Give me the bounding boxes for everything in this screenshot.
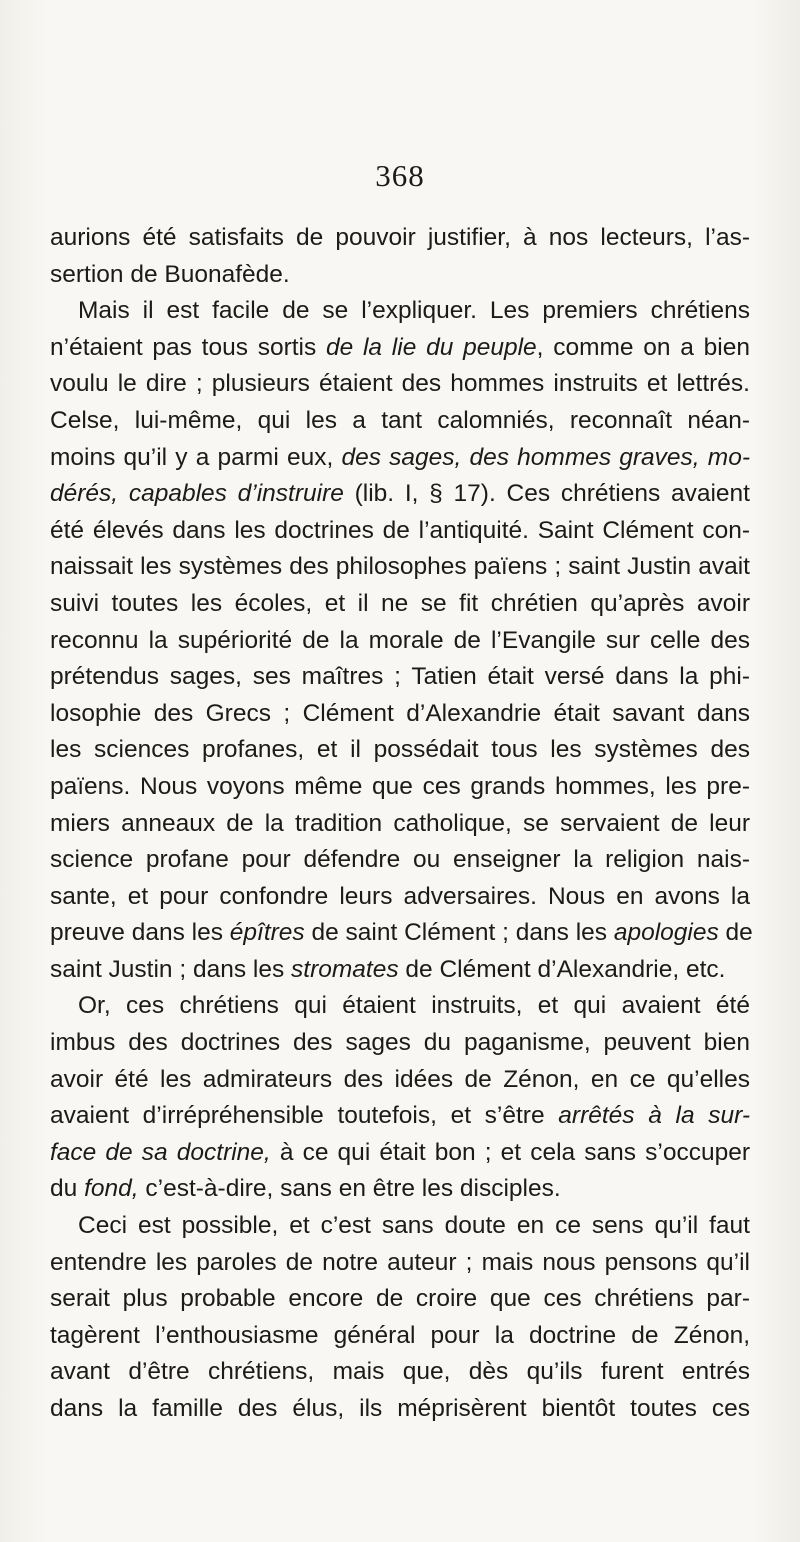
text-line: Or, ces chrétiens qui étaient instruits, et qui avaient été [78, 992, 750, 1020]
text-line: Ceci est possible, et c’est sans doute en ce sens qu’il faut [78, 1212, 750, 1240]
text-segment: à ce qui était bon ; et cela sans s’occuper [270, 1138, 750, 1166]
text-line [50, 440, 750, 477]
text-line: dans la famille des élus, ils méprisèrent bientôt toutes ces [50, 1395, 750, 1422]
text-line [50, 476, 750, 513]
text-line [50, 1171, 750, 1208]
text-segment: n’étaient pas tous sortis [50, 333, 326, 361]
text-line: Mais il est facile de se l’expliquer. Les premiers chrétiens [78, 297, 750, 325]
text-line: serait plus probable encore de croire que ces chrétiens par- [50, 1285, 750, 1313]
text-segment: avaient d’irrépréhensible toutefois, et s’être [50, 1102, 559, 1130]
text-line: losophie des Grecs ; Clément d’Alexandrie était savant dans [50, 699, 750, 727]
italic-text: de la lie du peuple [325, 333, 537, 361]
italic-text: épîtres [229, 919, 305, 947]
italic-text: fond, [84, 1175, 139, 1203]
text-segment: de saint Clément ; dans les [304, 919, 614, 947]
text-line: Celse, lui-même, qui les a tant calomniés, reconnaît néan- [50, 406, 750, 434]
text-line: voulu le dire ; plusieurs étaient des hommes instruits et lettrés. [50, 370, 750, 398]
italic-text: dérés, capables d’instruire [50, 480, 344, 508]
text-segment: preuve dans les [50, 919, 230, 947]
italic-text: face de sa doctrine, [50, 1138, 271, 1166]
text-line: aurions été satisfaits de pouvoir justifier, à nos lecteurs, l’as- [50, 224, 750, 251]
italic-text: stromates [291, 955, 399, 983]
text-line [50, 915, 753, 952]
text-line: sertion de Buonafède. [50, 260, 290, 288]
text-segment: saint Justin ; dans les [50, 955, 292, 983]
text-line: été élevés dans les doctrines de l’antiquité. Saint Clément con- [50, 516, 750, 544]
text-line [50, 1098, 750, 1135]
text-line: tagèrent l’enthousiasme général pour la doctrine de Zénon, [50, 1321, 750, 1349]
italic-text: des sages, des hommes graves, mo- [341, 443, 750, 471]
text-line: entendre les paroles de notre auteur ; mais nous pensons qu’il [50, 1248, 750, 1276]
text-line: reconnu la supériorité de la morale de l’Evangile sur celle des [50, 626, 750, 654]
text-line: prétendus sages, ses maîtres ; Tatien était versé dans la phi- [50, 663, 750, 691]
text-line: avoir été les admirateurs des idées de Zénon, en ce qu’elles [50, 1065, 750, 1093]
text-segment: de [718, 919, 753, 947]
text-line [50, 1135, 750, 1172]
italic-text: apologies [613, 919, 719, 947]
text-line: avant d’être chrétiens, mais que, dès qu’ils furent entrés [50, 1358, 750, 1386]
text-line: miers anneaux de la tradition catholique, se servaient de leur [50, 809, 750, 837]
text-line: les sciences profanes, et il possédait tous les systèmes des [50, 736, 750, 764]
page-number: 368 [375, 158, 425, 193]
text-segment: c’est-à-dire, sans en être les disciples. [138, 1175, 561, 1203]
italic-text: arrêtés à la sur- [558, 1102, 750, 1130]
text-line: naissait les systèmes des philosophes païens ; saint Justin avait [50, 553, 750, 581]
text-segment: de Clément d’Alexandrie, etc. [398, 955, 726, 983]
text-line: païens. Nous voyons même que ces grands hommes, les pre- [50, 772, 750, 800]
text-line: imbus des doctrines des sages du paganisme, peuvent bien [50, 1029, 750, 1057]
text-line [50, 330, 750, 367]
body-text [50, 220, 753, 1428]
text-segment: du [50, 1175, 85, 1203]
text-line: science profane pour défendre ou enseigner la religion nais- [50, 846, 750, 874]
text-line: sante, et pour confondre leurs adversaires. Nous en avons la [50, 882, 750, 910]
text-segment: (lib. I, § 17). Ces chrétiens avaient [343, 480, 750, 508]
text-line: suivi toutes les écoles, et il ne se fit chrétien qu’après avoir [50, 589, 750, 617]
text-line [50, 952, 750, 989]
text-segment: , comme on a bien [536, 333, 750, 361]
text-segment: moins qu’il y a parmi eux, [50, 443, 342, 471]
